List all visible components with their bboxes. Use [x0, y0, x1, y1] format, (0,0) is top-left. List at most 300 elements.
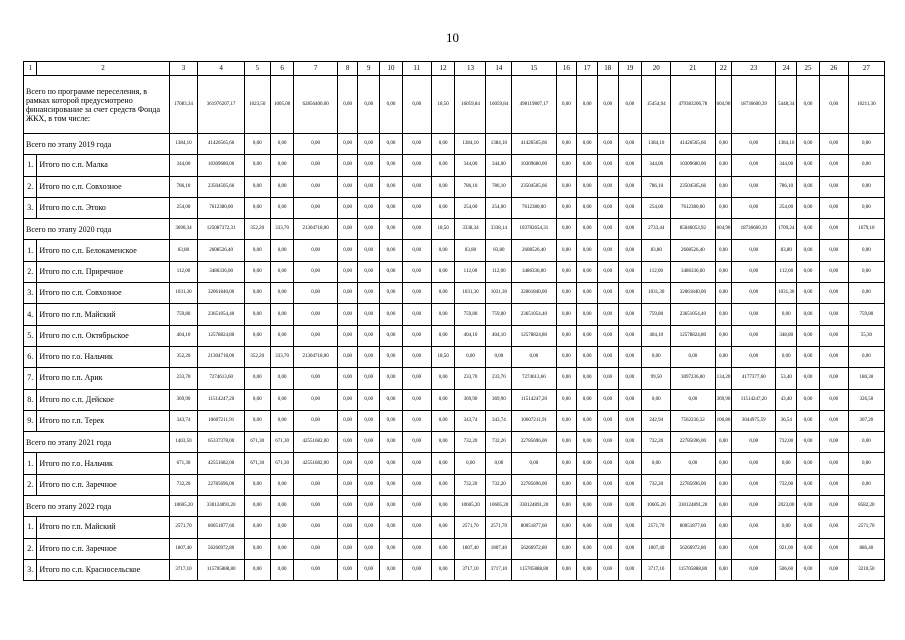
- table-cell: 23651054,40: [512, 304, 556, 325]
- row-number: 4.: [24, 304, 37, 325]
- table-cell: 0,00: [597, 240, 618, 261]
- table-cell: 344,00: [169, 155, 198, 176]
- table-cell: 0,00: [577, 176, 598, 197]
- column-number-6: 6: [270, 62, 294, 76]
- table-cell: 1005,00: [270, 76, 294, 134]
- table-cell: 404,10: [642, 325, 671, 346]
- table-cell: 22785696,00: [671, 432, 715, 453]
- table-cell: 0,00: [244, 197, 270, 218]
- table-cell: 0,00: [431, 410, 455, 431]
- table-cell: 22785696,00: [512, 474, 556, 495]
- table-cell: 786,10: [169, 176, 198, 197]
- table-cell: 0,00: [618, 283, 642, 304]
- table-row: [24, 176, 885, 197]
- table-cell: 0,00: [797, 283, 820, 304]
- table-cell: 0,00: [337, 410, 358, 431]
- table-cell: 0,00: [556, 176, 577, 197]
- table-cell: 0,00: [337, 261, 358, 282]
- table-cell: 112,00: [455, 261, 486, 282]
- table-row: [24, 517, 885, 538]
- table-cell: 0,00: [402, 474, 431, 495]
- table-cell: 343,74: [486, 410, 512, 431]
- table-cell: 0,00: [556, 410, 577, 431]
- table-cell: 0,00: [618, 389, 642, 410]
- table-cell: 254,00: [776, 197, 797, 218]
- table-cell: 0,00: [556, 432, 577, 453]
- table-cell: 0,00: [270, 538, 294, 559]
- column-number-4: 4: [198, 62, 244, 76]
- table-cell: 32061840,00: [671, 283, 715, 304]
- table-cell: 1709,24: [776, 219, 797, 240]
- table-cell: 404,10: [169, 325, 198, 346]
- table-cell: 0,00: [819, 432, 848, 453]
- table-cell: 0,00: [715, 134, 732, 155]
- table-cell: 1031,30: [776, 283, 797, 304]
- table-row: [24, 559, 885, 580]
- table-cell: 65337378,00: [198, 432, 244, 453]
- table-cell: 498119807,17: [512, 76, 556, 134]
- table-cell: 0,00: [618, 219, 642, 240]
- table-cell: 3097236,00: [671, 368, 715, 389]
- table-cell: 604,90: [715, 219, 732, 240]
- table-cell: 330124891,20: [512, 496, 556, 517]
- row-label: Итого по с.п. Заречное: [37, 538, 169, 559]
- table-cell: 134,20: [715, 368, 732, 389]
- table-cell: 0,00: [380, 368, 403, 389]
- table-row: [24, 325, 885, 346]
- table-cell: 0,00: [337, 368, 358, 389]
- table-cell: 0,00: [402, 368, 431, 389]
- summary-label: Всего по этапу 2019 года: [24, 134, 170, 155]
- table-cell: 0,00: [358, 496, 380, 517]
- table-cell: 0,00: [358, 219, 380, 240]
- table-cell: 10605,20: [486, 496, 512, 517]
- table-cell: 15454,94: [642, 76, 671, 134]
- table-cell: 0,00: [486, 346, 512, 367]
- table-cell: 0,00: [732, 134, 776, 155]
- table-cell: 10607211,91: [512, 410, 556, 431]
- table-cell: 0,00: [819, 538, 848, 559]
- table-cell: 1384,10: [486, 134, 512, 155]
- row-number: 2.: [24, 261, 37, 282]
- table-cell: 0,00: [431, 155, 455, 176]
- table-cell: 0,00: [431, 325, 455, 346]
- table-cell: 0,00: [556, 304, 577, 325]
- row-label: Итого по с.п. Заречное: [37, 474, 169, 495]
- table-cell: 36,54: [776, 410, 797, 431]
- table-cell: 0,00: [380, 240, 403, 261]
- table-cell: 0,00: [358, 76, 380, 134]
- table-cell: 254,00: [455, 197, 486, 218]
- column-number-21: 21: [671, 62, 715, 76]
- table-cell: 732,00: [776, 474, 797, 495]
- table-cell: 1384,10: [455, 134, 486, 155]
- table-cell: 0,00: [848, 155, 884, 176]
- table-cell: 11514247,20: [512, 389, 556, 410]
- summary-row: [24, 76, 885, 134]
- table-cell: 0,00: [294, 325, 337, 346]
- table-row: [24, 261, 885, 282]
- row-number: 5.: [24, 325, 37, 346]
- table-cell: 112,00: [486, 261, 512, 282]
- table-cell: 786,10: [486, 176, 512, 197]
- column-number-9: 9: [358, 62, 380, 76]
- table-cell: 0,00: [618, 240, 642, 261]
- table-cell: 0,00: [819, 197, 848, 218]
- table-cell: 0,00: [819, 559, 848, 580]
- table-cell: 0,00: [715, 474, 732, 495]
- table-cell: 0,00: [244, 134, 270, 155]
- table-cell: 0,00: [358, 176, 380, 197]
- row-number: 1.: [24, 240, 37, 261]
- table-cell: 80051877,60: [198, 517, 244, 538]
- row-number: 8.: [24, 389, 37, 410]
- table-cell: 0,00: [556, 219, 577, 240]
- table-cell: 0,00: [642, 346, 671, 367]
- table-cell: 0,00: [337, 453, 358, 474]
- table-cell: 0,00: [556, 538, 577, 559]
- table-cell: 0,00: [380, 197, 403, 218]
- table-cell: 0,00: [244, 176, 270, 197]
- table-cell: 0,00: [577, 453, 598, 474]
- table-cell: 343,74: [169, 410, 198, 431]
- table-cell: 0,00: [431, 474, 455, 495]
- row-number: 3.: [24, 283, 37, 304]
- table-cell: 0,00: [358, 389, 380, 410]
- table-cell: 0,00: [358, 432, 380, 453]
- table-cell: 0,00: [294, 517, 337, 538]
- table-cell: 0,00: [270, 261, 294, 282]
- table-cell: 0,00: [556, 496, 577, 517]
- table-cell: 0,00: [597, 517, 618, 538]
- table-cell: 0,00: [431, 389, 455, 410]
- table-cell: 0,00: [715, 261, 732, 282]
- table-cell: 0,00: [618, 197, 642, 218]
- table-cell: 0,00: [402, 559, 431, 580]
- table-cell: 0,00: [577, 559, 598, 580]
- table-cell: 0,00: [776, 517, 797, 538]
- table-cell: 0,00: [431, 197, 455, 218]
- table-cell: 0,00: [380, 325, 403, 346]
- header-row: [24, 62, 885, 76]
- table-cell: 0,00: [380, 76, 403, 134]
- table-cell: 0,00: [732, 155, 776, 176]
- table-cell: 0,00: [797, 219, 820, 240]
- table-cell: 0,00: [294, 197, 337, 218]
- table-cell: 0,00: [732, 538, 776, 559]
- summary-label: Всего по программе переселения, в рамках которой предусмотрено финансирование за счет средств Фонда ЖКХ, в том числе:: [24, 76, 170, 134]
- table-cell: 3486336,00: [512, 261, 556, 282]
- table-cell: 2571,70: [848, 517, 884, 538]
- table-row: [24, 410, 885, 431]
- table-cell: 0,00: [848, 432, 884, 453]
- table-cell: 786,10: [642, 176, 671, 197]
- table-cell: 7612380,00: [198, 197, 244, 218]
- table-cell: 0,00: [358, 410, 380, 431]
- table-cell: 671,30: [244, 453, 270, 474]
- table-cell: 0,00: [337, 389, 358, 410]
- table-cell: 0,00: [819, 304, 848, 325]
- table-cell: 0,00: [715, 496, 732, 517]
- table-cell: 0,00: [732, 283, 776, 304]
- table-cell: 8582,20: [848, 496, 884, 517]
- table-cell: 115705888,80: [198, 559, 244, 580]
- table-cell: 0,00: [294, 538, 337, 559]
- table-cell: 80051877,60: [671, 517, 715, 538]
- table-cell: 0,00: [337, 559, 358, 580]
- table-cell: 0,00: [358, 325, 380, 346]
- table-cell: 0,00: [270, 304, 294, 325]
- table-cell: 352,20: [244, 219, 270, 240]
- table-cell: 112,00: [642, 261, 671, 282]
- summary-row: [24, 219, 885, 240]
- table-cell: 0,00: [556, 389, 577, 410]
- table-cell: 10605,20: [642, 496, 671, 517]
- table-cell: 1031,30: [486, 283, 512, 304]
- table-cell: 0,00: [556, 283, 577, 304]
- table-cell: 0,00: [270, 496, 294, 517]
- table-cell: 0,00: [294, 155, 337, 176]
- table-cell: 361976207,17: [198, 76, 244, 134]
- table-cell: 326,50: [848, 389, 884, 410]
- table-cell: 0,00: [512, 453, 556, 474]
- table-cell: 7612380,00: [512, 197, 556, 218]
- table-cell: 0,00: [358, 261, 380, 282]
- table-cell: 254,00: [642, 197, 671, 218]
- table-cell: 0,00: [294, 134, 337, 155]
- table-cell: 0,00: [776, 453, 797, 474]
- table-cell: 0,00: [848, 176, 884, 197]
- table-cell: 759,80: [455, 304, 486, 325]
- table-cell: 43,40: [776, 389, 797, 410]
- table-cell: 0,00: [402, 155, 431, 176]
- table-cell: 41426565,66: [512, 134, 556, 155]
- table-cell: 1807,40: [455, 538, 486, 559]
- table-cell: 11514247,20: [732, 389, 776, 410]
- table-cell: 0,00: [618, 76, 642, 134]
- table-cell: 333,70: [270, 219, 294, 240]
- table-cell: 0,00: [732, 261, 776, 282]
- table-cell: 0,00: [270, 176, 294, 197]
- table-cell: 55,30: [848, 325, 884, 346]
- table-cell: 886,40: [848, 538, 884, 559]
- table-cell: 0,00: [556, 76, 577, 134]
- table-cell: 100,80: [715, 410, 732, 431]
- table-cell: 479383206,78: [671, 76, 715, 134]
- row-label: Итого по с.п. Дейское: [37, 389, 169, 410]
- table-cell: 344,00: [642, 155, 671, 176]
- table-cell: 99,50: [642, 368, 671, 389]
- column-number-19: 19: [618, 62, 642, 76]
- table-cell: 56266972,80: [512, 538, 556, 559]
- table-cell: 0,00: [358, 453, 380, 474]
- table-cell: 0,00: [577, 410, 598, 431]
- table-cell: 1807,40: [486, 538, 512, 559]
- table-cell: 0,00: [337, 325, 358, 346]
- table-row: [24, 346, 885, 367]
- table-cell: 0,00: [431, 261, 455, 282]
- table-cell: 233,70: [486, 368, 512, 389]
- table-cell: 0,00: [556, 155, 577, 176]
- table-cell: 0,00: [732, 304, 776, 325]
- table-cell: 2608526,40: [671, 240, 715, 261]
- table-cell: 22785696,00: [512, 432, 556, 453]
- table-cell: 307,20: [848, 410, 884, 431]
- table-cell: 0,00: [402, 538, 431, 559]
- table-cell: 18,50: [431, 76, 455, 134]
- table-cell: 344,00: [486, 155, 512, 176]
- table-cell: 1023,50: [244, 76, 270, 134]
- row-number: 6.: [24, 346, 37, 367]
- column-number-14: 14: [486, 62, 512, 76]
- table-cell: 0,00: [244, 410, 270, 431]
- table-cell: 0,00: [715, 155, 732, 176]
- table-cell: 0,00: [732, 496, 776, 517]
- table-cell: 12578824,80: [671, 325, 715, 346]
- row-number: 2.: [24, 176, 37, 197]
- table-cell: 0,00: [358, 283, 380, 304]
- table-cell: 0,00: [294, 389, 337, 410]
- table-cell: 242,94: [642, 410, 671, 431]
- table-cell: 759,80: [848, 304, 884, 325]
- table-cell: 0,00: [732, 432, 776, 453]
- row-label: Итого по г.о. Нальчик: [37, 346, 169, 367]
- table-cell: 0,00: [797, 197, 820, 218]
- table-cell: 1384,10: [642, 134, 671, 155]
- table-cell: 10309680,00: [198, 155, 244, 176]
- column-number-2: 2: [37, 62, 169, 76]
- table-cell: 0,00: [431, 176, 455, 197]
- table-cell: 0,00: [819, 410, 848, 431]
- table-cell: 53,40: [776, 368, 797, 389]
- table-row: [24, 240, 885, 261]
- table-cell: 7562236,32: [671, 410, 715, 431]
- table-cell: 2571,70: [169, 517, 198, 538]
- row-label: Итого по с.п. Совхозное: [37, 176, 169, 197]
- table-cell: 0,00: [732, 346, 776, 367]
- column-number-12: 12: [431, 62, 455, 76]
- table-cell: 0,00: [715, 240, 732, 261]
- table-cell: 506,60: [776, 559, 797, 580]
- table-cell: 32061840,00: [512, 283, 556, 304]
- table-cell: 732,20: [455, 474, 486, 495]
- table-cell: 7274613,60: [512, 368, 556, 389]
- table-cell: 83,80: [455, 240, 486, 261]
- summary-label: Всего по этапу 2022 года: [24, 496, 170, 517]
- table-cell: 0,00: [244, 304, 270, 325]
- table-cell: 18736600,39: [732, 219, 776, 240]
- column-number-22: 22: [715, 62, 732, 76]
- table-cell: 0,00: [294, 283, 337, 304]
- table-cell: 732,20: [642, 474, 671, 495]
- table-cell: 83,80: [776, 240, 797, 261]
- table-cell: 0,00: [642, 453, 671, 474]
- row-number: 7.: [24, 368, 37, 389]
- row-label: Итого по г.п. Майский: [37, 517, 169, 538]
- table-cell: 0,00: [819, 240, 848, 261]
- column-number-18: 18: [597, 62, 618, 76]
- table-cell: 0,00: [577, 283, 598, 304]
- table-cell: 0,00: [337, 517, 358, 538]
- table-cell: 0,00: [797, 325, 820, 346]
- table-cell: 0,00: [597, 155, 618, 176]
- table-cell: 0,00: [337, 283, 358, 304]
- column-number-16: 16: [556, 62, 577, 76]
- table-cell: 0,00: [337, 219, 358, 240]
- table-cell: 0,00: [797, 389, 820, 410]
- table-cell: 0,00: [244, 283, 270, 304]
- table-cell: 0,00: [380, 453, 403, 474]
- table-cell: 2733,44: [642, 219, 671, 240]
- table-cell: 0,00: [402, 134, 431, 155]
- table-cell: 0,00: [337, 155, 358, 176]
- table-cell: 0,00: [270, 197, 294, 218]
- table-cell: 0,00: [380, 219, 403, 240]
- table-cell: 0,00: [715, 197, 732, 218]
- table-cell: 0,00: [294, 368, 337, 389]
- table-cell: 0,00: [797, 368, 820, 389]
- table-cell: 732,00: [776, 432, 797, 453]
- table-cell: 0,00: [358, 474, 380, 495]
- table-cell: 0,00: [455, 346, 486, 367]
- table-cell: 5448,34: [776, 76, 797, 134]
- table-cell: 0,00: [597, 197, 618, 218]
- summary-row: [24, 432, 885, 453]
- table-row: [24, 368, 885, 389]
- table-cell: 0,00: [732, 176, 776, 197]
- table-cell: 0,00: [671, 389, 715, 410]
- table-cell: 0,00: [797, 155, 820, 176]
- column-number-20: 20: [642, 62, 671, 76]
- table-cell: 0,00: [556, 197, 577, 218]
- table-cell: 0,00: [380, 134, 403, 155]
- table-cell: 0,00: [618, 517, 642, 538]
- table-cell: 0,00: [642, 389, 671, 410]
- row-label: Итого по с.п. Белокаменское: [37, 240, 169, 261]
- table-cell: 0,00: [431, 432, 455, 453]
- table-row: [24, 155, 885, 176]
- table-cell: 0,00: [402, 496, 431, 517]
- table-cell: 0,00: [577, 346, 598, 367]
- column-number-10: 10: [380, 62, 403, 76]
- table-cell: 0,00: [294, 304, 337, 325]
- table-cell: 0,00: [294, 496, 337, 517]
- table-cell: 0,00: [577, 517, 598, 538]
- table-cell: 0,00: [577, 368, 598, 389]
- table-cell: 0,00: [486, 453, 512, 474]
- table-cell: 0,00: [848, 474, 884, 495]
- table-cell: 0,00: [294, 261, 337, 282]
- table-cell: 23504505,66: [512, 176, 556, 197]
- table-cell: 344,00: [776, 155, 797, 176]
- summary-label: Всего по этапу 2021 года: [24, 432, 170, 453]
- table-cell: 0,00: [431, 453, 455, 474]
- table-cell: 0,00: [556, 346, 577, 367]
- column-number-23: 23: [732, 62, 776, 76]
- table-cell: 0,00: [270, 325, 294, 346]
- table-cell: 0,00: [732, 517, 776, 538]
- table-cell: 0,00: [732, 325, 776, 346]
- row-label: Итого по с.п. Приречное: [37, 261, 169, 282]
- row-label: Итого по г.п. Арик: [37, 368, 169, 389]
- table-cell: 0,00: [577, 496, 598, 517]
- table-cell: 921,00: [776, 538, 797, 559]
- table-cell: 0,00: [380, 176, 403, 197]
- table-cell: 1384,10: [776, 134, 797, 155]
- table-cell: 0,00: [819, 496, 848, 517]
- table-cell: 0,00: [715, 283, 732, 304]
- table-cell: 0,00: [597, 304, 618, 325]
